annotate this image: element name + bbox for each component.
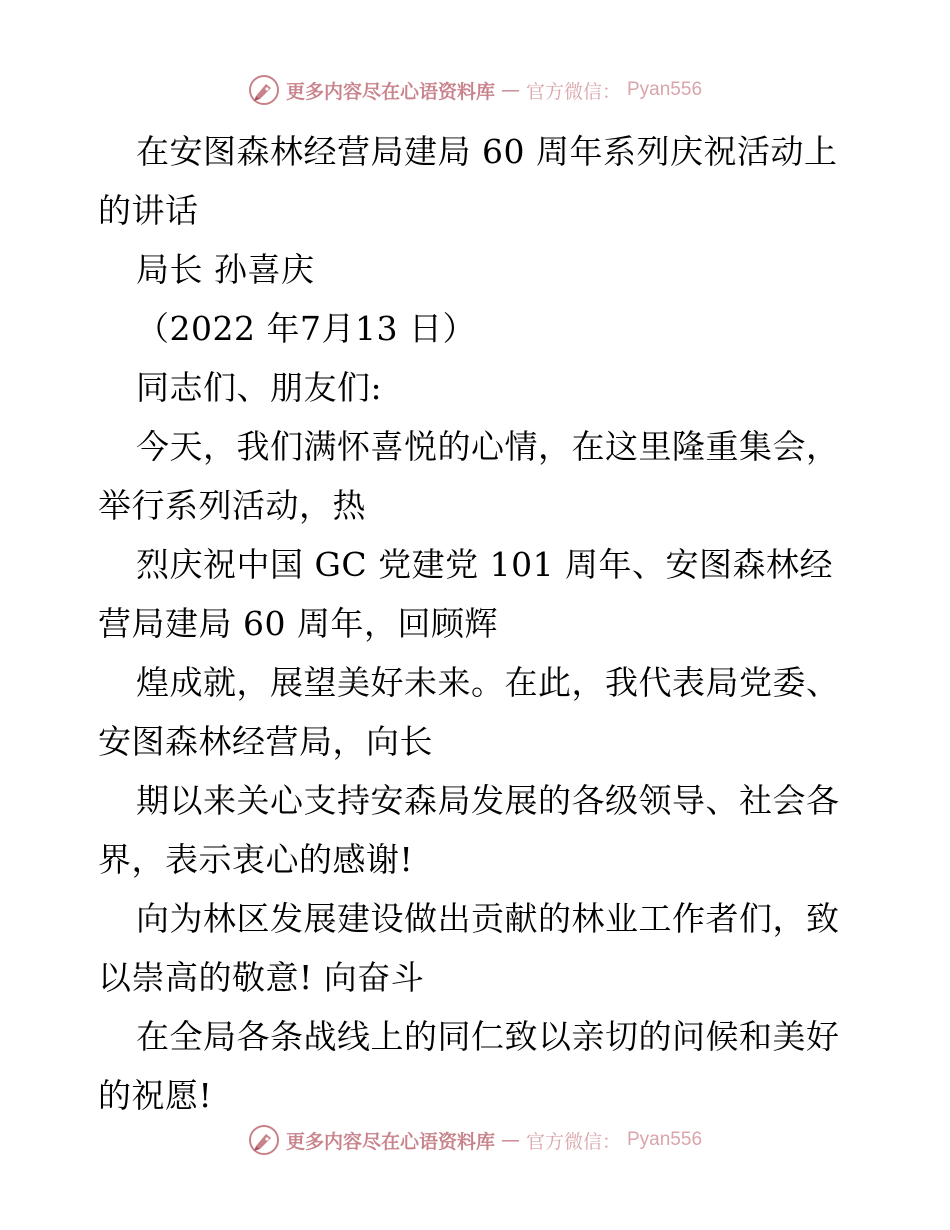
- date-line: （2022 年7月13 日）: [136, 309, 476, 348]
- document-body: [98, 122, 868, 1125]
- paragraph-line: 期以来关心支持安森局发展的各级领导、社会各: [136, 781, 840, 820]
- speaker-line: 局长 孙喜庆: [136, 250, 315, 289]
- footer-watermark: [0, 1120, 950, 1160]
- paragraph-line: 今天，我们满怀喜悦的心情，在这里隆重集会，: [136, 427, 840, 466]
- paragraph-line: 安图森林经营局，向长: [98, 722, 433, 761]
- salutation-line: 同志们、朋友们:: [136, 368, 383, 407]
- pen-nib-logo-icon: [248, 1124, 280, 1156]
- watermark-text: 更多内容尽在心语资料库: [285, 80, 495, 103]
- header-watermark: [0, 70, 950, 110]
- paragraph-line: 向为林区发展建设做出贡献的林业工作者们，致: [136, 899, 840, 938]
- title-line-2: 的讲话: [98, 191, 199, 230]
- paragraph-line: 煌成就，展望美好未来。在此，我代表局党委、: [136, 663, 840, 702]
- paragraph-line: 的祝愿!: [98, 1076, 213, 1115]
- paragraph-line: 营局建局 60 周年，回顾辉: [98, 604, 498, 643]
- watermark-wechat-id: Pyan556: [627, 79, 703, 100]
- title-line-1: 在安图森林经营局建局 60 周年系列庆祝活动上: [136, 132, 838, 171]
- paragraph-line: 以崇高的敬意! 向奋斗: [98, 958, 425, 997]
- paragraph-line: 界，表示衷心的感谢!: [98, 840, 414, 879]
- paragraph-line: 举行系列活动，热: [98, 486, 366, 525]
- watermark-wechat-id: Pyan556: [627, 1129, 703, 1150]
- paragraph-line: 烈庆祝中国 GC 党建党 101 周年、安图森林经: [136, 545, 834, 584]
- watermark-text: 更多内容尽在心语资料库: [285, 1130, 495, 1153]
- pen-nib-logo-icon: [248, 74, 280, 106]
- watermark-wechat-label: 官方微信：: [525, 1130, 621, 1153]
- paragraph-line: 在全局各条战线上的同仁致以亲切的问候和美好: [136, 1017, 840, 1056]
- watermark-separator: —: [500, 79, 520, 101]
- watermark-wechat-label: 官方微信：: [525, 80, 621, 103]
- watermark-separator: —: [500, 1129, 520, 1151]
